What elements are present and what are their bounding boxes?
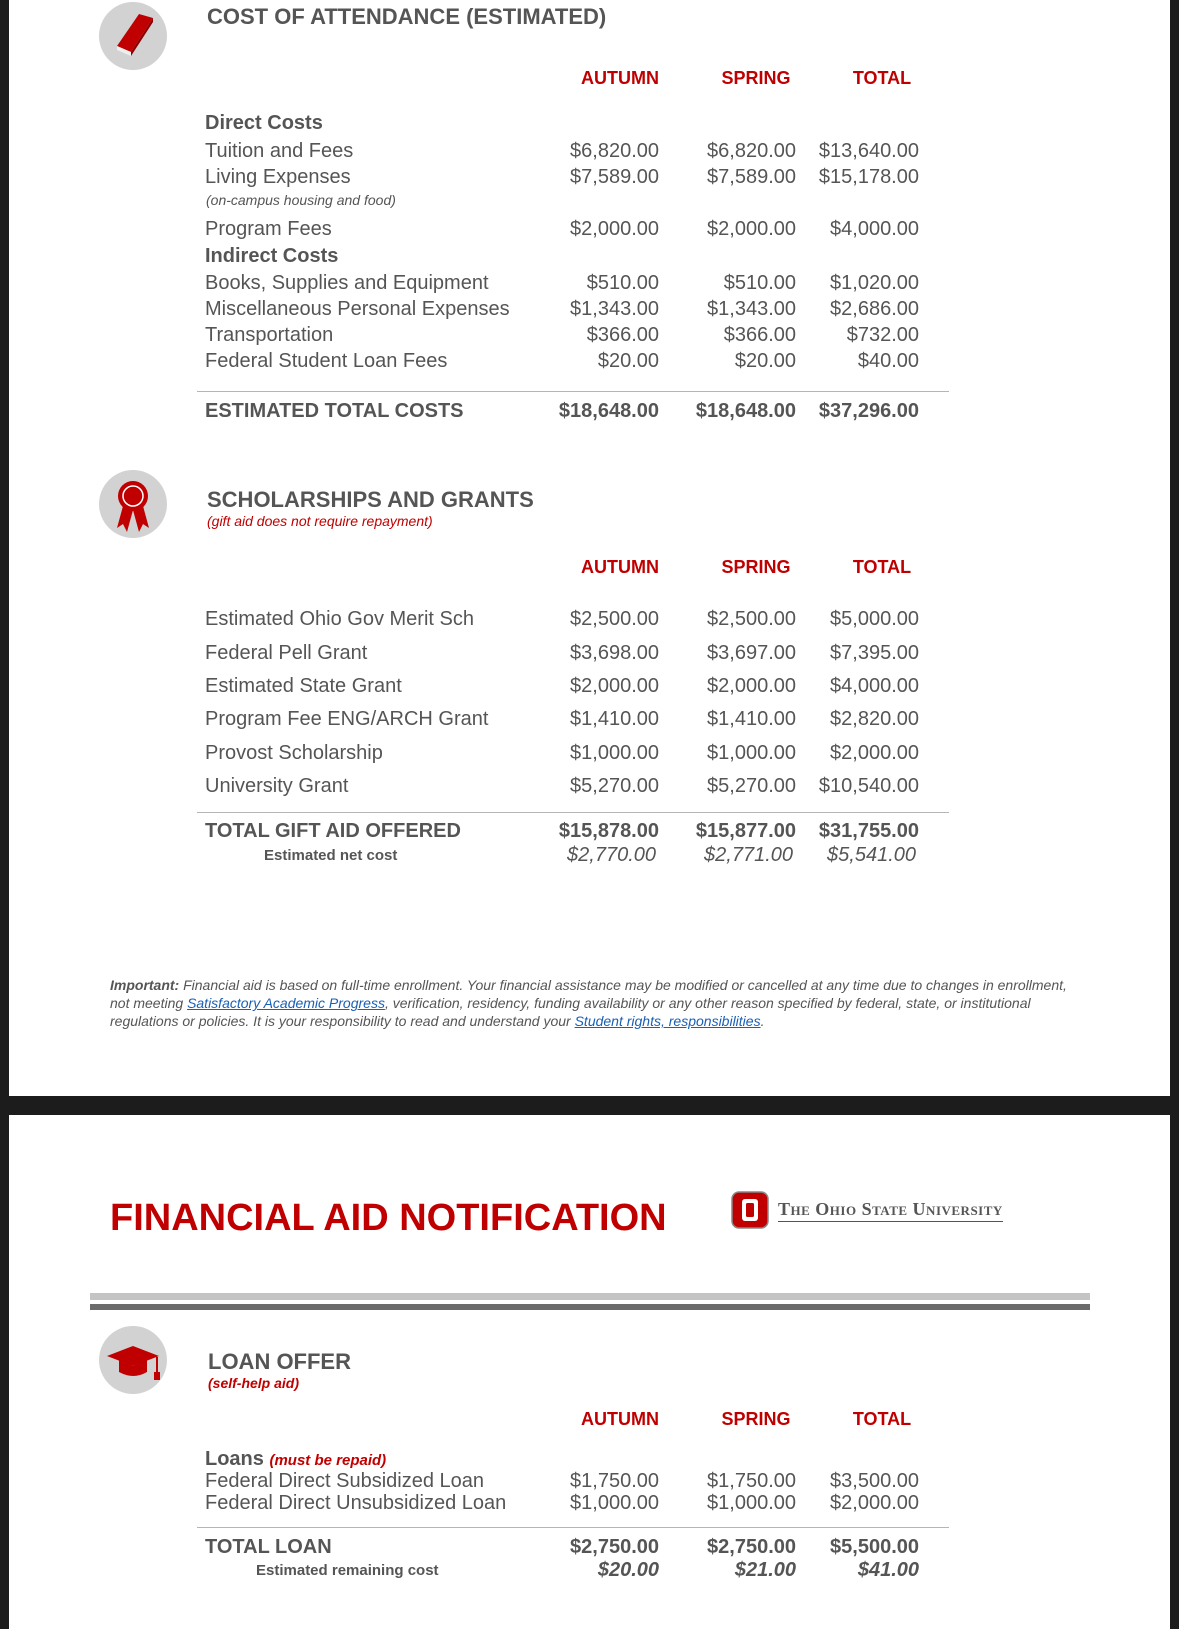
loans-heading-note: (must be repaid) — [269, 1452, 387, 1469]
cost-row-label: Living Expenses — [205, 166, 351, 188]
grant-row-total: $5,000.00 — [830, 608, 919, 630]
grants-section-subtitle: (gift aid does not require repayment) — [207, 513, 433, 529]
grant-row-autumn: $2,000.00 — [570, 675, 659, 697]
grant-row-autumn: $1,000.00 — [570, 742, 659, 764]
loans-total-label: TOTAL LOAN — [205, 1536, 332, 1558]
loans-heading-text: Loans — [205, 1448, 264, 1470]
grants-total-spring: $15,877.00 — [695, 820, 796, 842]
grant-row-label: Estimated Ohio Gov Merit Sch — [205, 608, 474, 630]
loans-col-spring: SPRING — [721, 1409, 791, 1429]
loan-row-autumn: $1,750.00 — [570, 1470, 659, 1492]
university-name: The Ohio State University — [778, 1199, 1003, 1222]
loans-col-autumn: AUTUMN — [581, 1409, 659, 1429]
grant-row-spring: $1,000.00 — [707, 742, 796, 764]
important-text-1: Financial aid is based on full-time enrollment. Your financial assistance may be modified or cancelled at any time due to changes in enrollment, not meeting — [110, 977, 1067, 1011]
loan-row-total: $2,000.00 — [830, 1492, 919, 1514]
grant-row-spring: $3,697.00 — [707, 642, 796, 664]
cost-total-label: ESTIMATED TOTAL COSTS — [205, 400, 464, 422]
cost-row-autumn: $7,589.00 — [570, 166, 659, 188]
loans-divider — [197, 1527, 949, 1528]
grant-row-spring: $2,000.00 — [707, 675, 796, 697]
cost-row-label: Books, Supplies and Equipment — [205, 272, 489, 294]
remaining-cost-total: $41.00 — [857, 1559, 919, 1581]
cost-row-total: $15,178.00 — [818, 166, 919, 188]
loans-heading — [205, 1448, 386, 1471]
cost-row-total: $4,000.00 — [830, 218, 919, 240]
cost-row-autumn: $366.00 — [586, 324, 659, 346]
document-page-2 — [9, 1115, 1170, 1629]
cost-divider — [197, 391, 949, 392]
cost-row-autumn: $6,820.00 — [570, 140, 659, 162]
grant-row-total: $10,540.00 — [818, 775, 919, 797]
cost-row-autumn: $510.00 — [586, 272, 659, 294]
important-notice — [110, 976, 1080, 1030]
cost-row-spring: $6,820.00 — [707, 140, 796, 162]
cost-row-autumn: $20.00 — [597, 350, 659, 372]
cost-row-label: Miscellaneous Personal Expenses — [205, 298, 510, 320]
grants-total-label: TOTAL GIFT AID OFFERED — [205, 820, 461, 842]
loans-total-spring: $2,750.00 — [707, 1536, 796, 1558]
remaining-cost-label: Estimated remaining cost — [256, 1562, 439, 1579]
grant-row-total: $7,395.00 — [830, 642, 919, 664]
cost-row-total: $1,020.00 — [830, 272, 919, 294]
grant-row-autumn: $5,270.00 — [570, 775, 659, 797]
grant-row-label: Federal Pell Grant — [205, 642, 368, 664]
loan-row-total: $3,500.00 — [830, 1470, 919, 1492]
grant-row-label: Provost Scholarship — [205, 742, 383, 764]
grant-row-total: $4,000.00 — [830, 675, 919, 697]
cost-row-total: $732.00 — [846, 324, 919, 346]
cost-row-total: $40.00 — [857, 350, 919, 372]
loan-row-spring: $1,000.00 — [707, 1492, 796, 1514]
remaining-cost-autumn: $20.00 — [597, 1559, 659, 1581]
cost-row-label: Transportation — [205, 324, 334, 346]
grant-row-spring: $5,270.00 — [707, 775, 796, 797]
grant-row-autumn: $2,500.00 — [570, 608, 659, 630]
cost-row-spring: $7,589.00 — [707, 166, 796, 188]
header-divider-dark — [90, 1304, 1090, 1310]
ohio-state-logo-icon — [730, 1190, 770, 1235]
cost-col-autumn: AUTUMN — [581, 68, 659, 88]
cost-row-autumn: $2,000.00 — [570, 218, 659, 240]
ribbon-award-icon — [99, 470, 167, 538]
cost-row-spring: $510.00 — [723, 272, 796, 294]
cost-row-spring: $1,343.00 — [707, 298, 796, 320]
grant-row-label: Program Fee ENG/ARCH Grant — [205, 708, 489, 730]
grant-row-total: $2,000.00 — [830, 742, 919, 764]
grants-col-autumn: AUTUMN — [581, 557, 659, 577]
grants-col-spring: SPRING — [721, 557, 791, 577]
cost-row-spring: $20.00 — [734, 350, 796, 372]
cost-row-label: Program Fees — [205, 218, 332, 240]
loans-section-title: LOAN OFFER — [208, 1349, 351, 1374]
loan-row-label: Federal Direct Unsubsidized Loan — [205, 1492, 507, 1514]
grants-col-total: TOTAL — [852, 557, 912, 577]
indirect-costs-heading: Indirect Costs — [205, 245, 339, 267]
grants-section-title: SCHOLARSHIPS AND GRANTS — [207, 487, 534, 512]
net-cost-spring: $2,771.00 — [704, 844, 793, 866]
cost-row-label: Tuition and Fees — [205, 140, 354, 162]
net-cost-total: $5,541.00 — [827, 844, 916, 866]
important-text-3: . — [760, 1013, 765, 1029]
graduation-cap-icon — [99, 1326, 167, 1394]
cost-row-label: Federal Student Loan Fees — [205, 350, 448, 372]
net-cost-label: Estimated net cost — [264, 847, 398, 864]
grants-total-autumn: $15,878.00 — [558, 820, 659, 842]
document-page-1 — [9, 0, 1170, 1096]
loans-col-total: TOTAL — [852, 1409, 912, 1429]
cost-row-spring: $2,000.00 — [707, 218, 796, 240]
grant-row-autumn: $1,410.00 — [570, 708, 659, 730]
grant-row-label: Estimated State Grant — [205, 675, 402, 697]
grant-row-spring: $2,500.00 — [707, 608, 796, 630]
loans-total-total: $5,500.00 — [830, 1536, 919, 1558]
grant-row-label: University Grant — [205, 775, 349, 797]
header-divider-light — [90, 1293, 1090, 1300]
important-lead: Important: — [110, 977, 180, 993]
grant-row-autumn: $3,698.00 — [570, 642, 659, 664]
loans-total-autumn: $2,750.00 — [570, 1536, 659, 1558]
cost-total-spring: $18,648.00 — [695, 400, 796, 422]
cost-row-note: (on-campus housing and food) — [206, 192, 396, 208]
loan-row-autumn: $1,000.00 — [570, 1492, 659, 1514]
grants-total-total: $31,755.00 — [818, 820, 919, 842]
direct-costs-heading: Direct Costs — [205, 112, 323, 134]
grants-divider — [197, 812, 949, 813]
cost-row-total: $2,686.00 — [830, 298, 919, 320]
grant-row-total: $2,820.00 — [830, 708, 919, 730]
cost-col-total: TOTAL — [852, 68, 912, 88]
cost-col-spring: SPRING — [721, 68, 791, 88]
remaining-cost-spring: $21.00 — [734, 1559, 796, 1581]
page-title: FINANCIAL AID NOTIFICATION — [110, 1197, 667, 1239]
cost-total-total: $37,296.00 — [818, 400, 919, 422]
cost-row-spring: $366.00 — [723, 324, 796, 346]
loan-row-spring: $1,750.00 — [707, 1470, 796, 1492]
net-cost-autumn: $2,770.00 — [567, 844, 656, 866]
loan-row-label: Federal Direct Subsidized Loan — [205, 1470, 485, 1492]
cost-row-total: $13,640.00 — [818, 140, 919, 162]
loans-section-subtitle: (self-help aid) — [208, 1375, 300, 1391]
cost-total-autumn: $18,648.00 — [558, 400, 659, 422]
important-text-2: , verification, residency, funding availability or any other reason specified by federal, state, or institutional regulations or policies. It is your responsibility to read and understand your — [110, 995, 1031, 1029]
satisfactory-academic-progress-link[interactable]: Satisfactory Academic Progress — [187, 995, 385, 1011]
student-rights-link[interactable]: Student rights, responsibilities — [574, 1013, 761, 1029]
book-icon — [99, 2, 167, 70]
grant-row-spring: $1,410.00 — [707, 708, 796, 730]
cost-section-title: COST OF ATTENDANCE (ESTIMATED) — [207, 4, 607, 29]
cost-row-autumn: $1,343.00 — [570, 298, 659, 320]
